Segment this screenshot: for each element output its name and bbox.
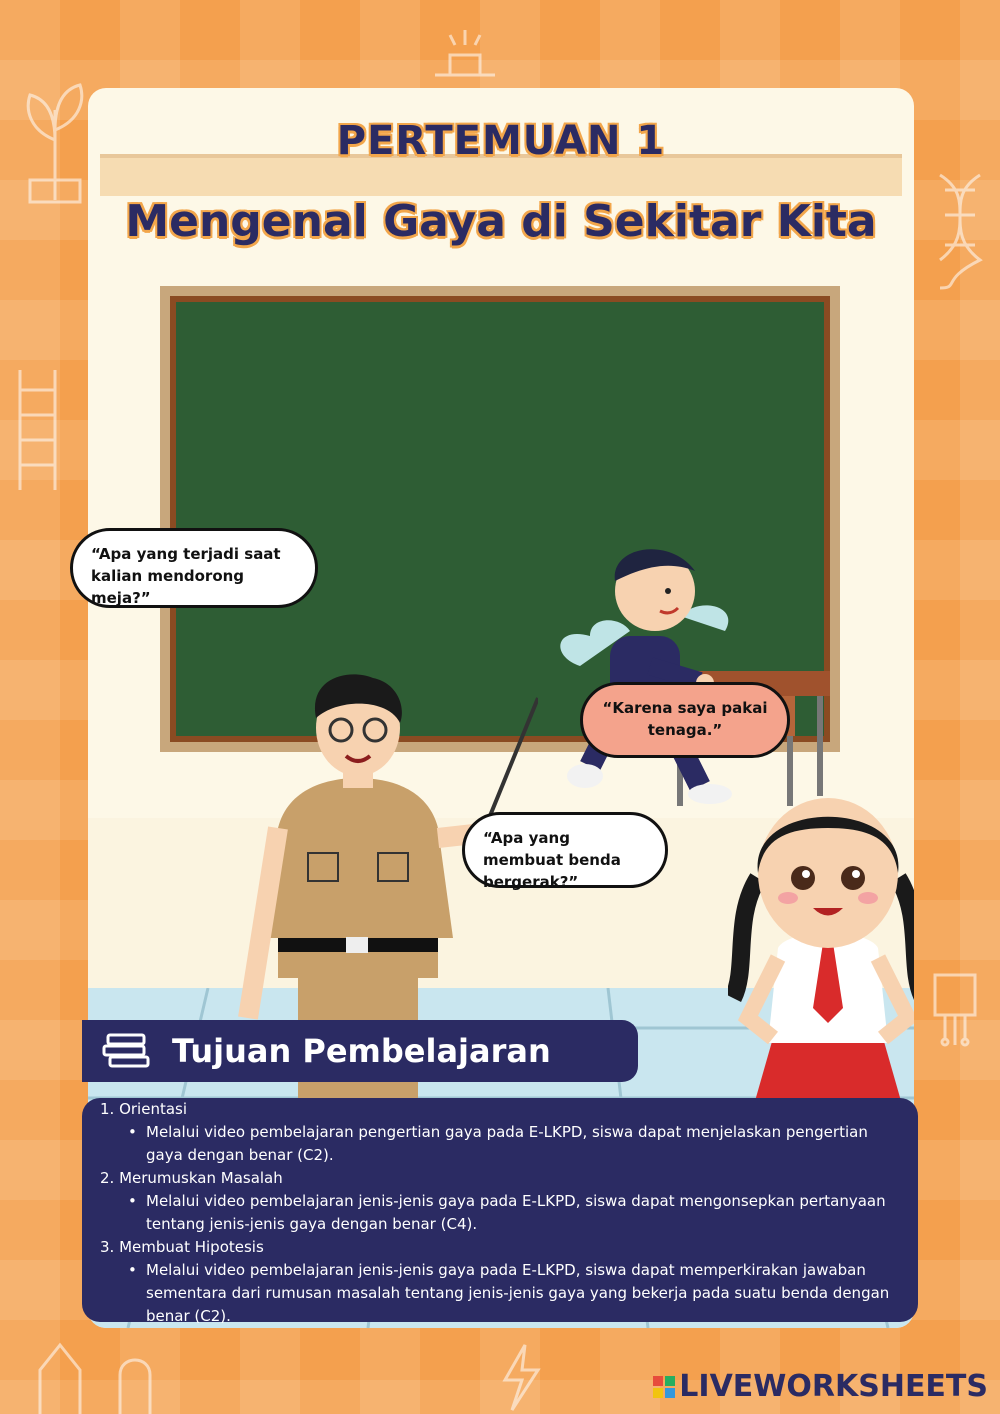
lamp-icon: [420, 20, 510, 90]
rocket-icon: [20, 1340, 180, 1414]
ladder-icon: [5, 360, 75, 500]
objective-step: 3. Membuat Hipotesis: [100, 1238, 264, 1256]
lightning-icon: [490, 1340, 550, 1414]
plant-icon: [10, 70, 100, 210]
dna-icon: [930, 170, 990, 290]
objective-detail: • Melalui video pembelajaran jenis-jenis gaya pada E-LKPD, siswa dapat mengonsepkan pertanyaan tentang jenis-jenis gaya dengan benar (C4).: [128, 1190, 894, 1236]
liveworksheets-logo: [653, 1369, 988, 1404]
logo-text: LIVEWORKSHEETS: [679, 1369, 988, 1404]
speech-bubble-student: [580, 682, 790, 758]
speech-text: “Apa yang terjadi saat kalian mendorong meja?”: [91, 545, 281, 607]
section-heading: [82, 1020, 638, 1082]
objective-detail: • Melalui video pembelajaran jenis-jenis gaya pada E-LKPD, siswa dapat memperkirakan jawaban sementara dari rumusan masalah tentang jenis-jenis gaya yang bekerja pada suatu benda dengan benar (C2).: [128, 1259, 894, 1328]
books-icon: [102, 1031, 154, 1071]
objective-detail: • Melalui video pembelajaran pengertian gaya pada E-LKPD, siswa dapat menjelaskan pengertian gaya dengan benar (C2).: [128, 1121, 894, 1167]
objectives-panel: [82, 1098, 918, 1325]
section-heading-text: Tujuan Pembelajaran: [172, 1032, 551, 1070]
speech-bubble-teacher-2: [462, 812, 668, 891]
objective-step: 1. Orientasi: [100, 1100, 188, 1118]
page-title: PERTEMUAN 1: [336, 118, 666, 164]
student-girl-illustration: [728, 778, 914, 1108]
speech-text: “Karena saya pakai tenaga.”: [602, 699, 768, 739]
circuit-icon: [920, 960, 990, 1050]
speech-bubble-teacher-1: [70, 528, 318, 608]
speech-text: “Apa yang membuat benda bergerak?”: [483, 829, 621, 891]
logo-mark-icon: [653, 1376, 675, 1398]
page-subtitle: Mengenal Gaya di Sekitar Kita: [125, 196, 877, 247]
objective-step: 2. Merumuskan Masalah: [100, 1169, 283, 1187]
